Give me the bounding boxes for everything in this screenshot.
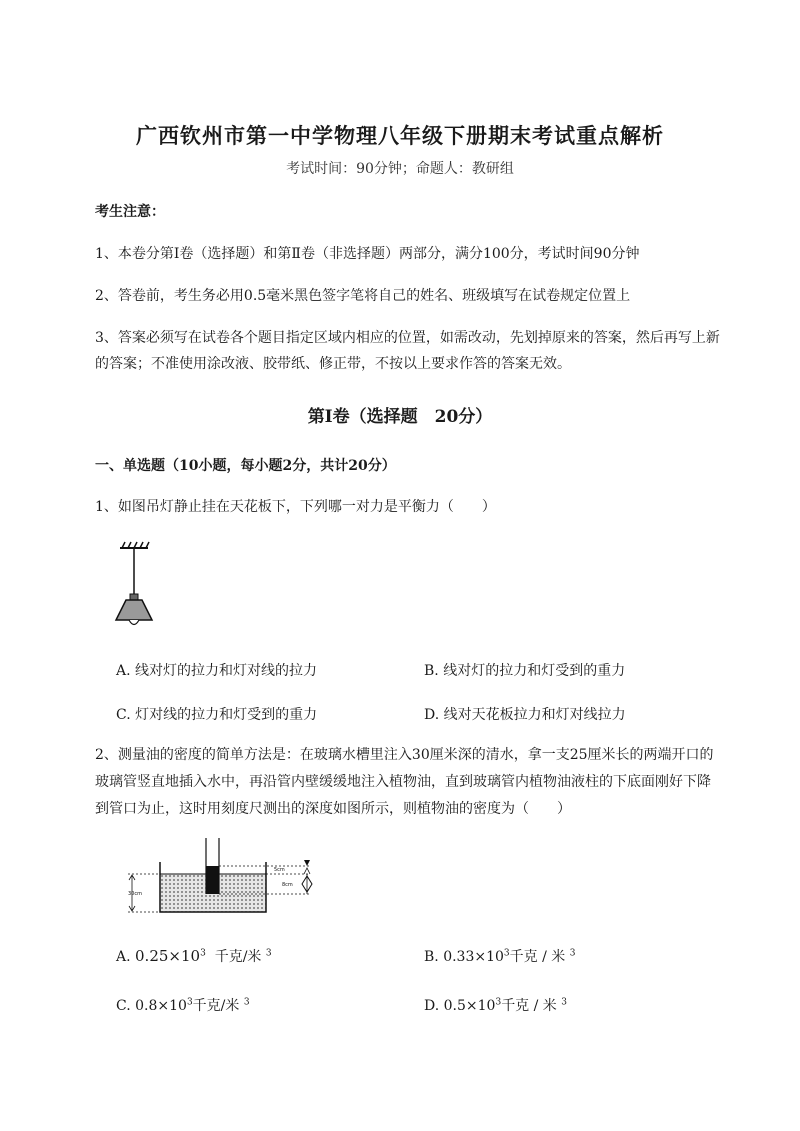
q2-b-exp: 3 (503, 948, 510, 959)
notice-item-3-cont: 的答案；不准使用涂改液、胶带纸、修正带，不按以上要求作答的答案无效。 (95, 356, 571, 372)
lamp-socket (130, 594, 138, 600)
q2-c-exp: 3 (186, 997, 193, 1008)
q1-option-d[interactable]: D. 线对天花板拉力和灯对线拉力 (424, 707, 626, 723)
q1-option-a[interactable]: A. 线对灯的拉力和灯对线的拉力 (116, 663, 318, 679)
notice-item-1: 1、本卷分第I卷（选择题）和第Ⅱ卷（非选择题）两部分，满分100分，考试时间90分钟 (95, 246, 640, 262)
notice-item-3: 3、答案必须写在试卷各个题目指定区域内相应的位置，如需改动，先划掉原来的答案，然后再写上新 (95, 330, 720, 346)
lamp-bulb (129, 620, 139, 625)
oil-column (206, 866, 219, 894)
q2-a-value: 0.25×10 (135, 947, 201, 965)
q2-d-unit: 千克 / 米 (501, 998, 557, 1014)
q1-stem: 1、如图吊灯静止挂在天花板下，下列哪一对力是平衡力（ ） (95, 499, 496, 515)
q2-a-unit-exp: 3 (265, 948, 272, 959)
notice-heading: 考生注意： (95, 204, 165, 220)
oil-density-figure (124, 838, 330, 918)
q2-c-unit-exp: 3 (243, 997, 250, 1008)
q2-option-c[interactable] (116, 995, 250, 1015)
label-left: 30cm (128, 891, 142, 897)
section-title: 第I卷（选择题 20分） (307, 407, 493, 427)
notice-item-2: 2、答卷前，考生务必用0.5毫米黑色签字笔将自己的姓名、班级填写在试卷规定位置上 (95, 288, 631, 304)
q2-c-unit: 千克/米 (192, 998, 240, 1014)
pendant-lamp-figure (112, 540, 162, 632)
q2-d-exp: 3 (495, 997, 502, 1008)
q2-c-letter: C. (116, 998, 136, 1014)
ceiling-mount (120, 542, 149, 548)
q2-stem-line-3: 到管口为止，这时用刻度尺测出的深度如图所示，则植物油的密度为（ ） (95, 801, 571, 817)
q2-d-letter: D. (424, 998, 444, 1014)
q2-c-value: 0.8×10 (135, 998, 187, 1014)
q2-a-letter: A. (116, 949, 136, 965)
q2-option-d[interactable] (424, 995, 567, 1015)
part-title: 一、单选题（10小题，每小题2分，共计20分） (95, 458, 396, 474)
q2-a-unit: 千克/米 (214, 949, 262, 965)
page-title: 广西钦州市第一中学物理八年级下册期末考试重点解析 (136, 123, 664, 148)
q2-option-a[interactable] (116, 946, 272, 966)
page-subtitle: 考试时间：90分钟；命题人：教研组 (286, 161, 514, 177)
q2-b-letter: B. (424, 949, 444, 965)
q2-d-value: 0.5×10 (443, 998, 496, 1014)
label-right-top: 5cm (274, 867, 285, 873)
q1-option-c[interactable]: C. 灯对线的拉力和灯受到的重力 (116, 707, 318, 723)
q2-stem-line-1: 2、测量油的密度的简单方法是：在玻璃水槽里注入30厘米深的清水，拿一支25厘米长的两端开口的 (95, 747, 714, 763)
label-right-mid: 8cm (282, 882, 293, 888)
q1-option-b[interactable]: B. 线对灯的拉力和灯受到的重力 (424, 663, 626, 679)
q2-b-value: 0.33×10 (443, 949, 504, 965)
q2-a-exp: 3 (200, 948, 206, 959)
q2-stem-line-2: 玻璃管竖直地插入水中，再沿管内壁缓缓地注入植物油，直到玻璃管内植物油液柱的下底面刚好下降 (95, 774, 711, 790)
q2-option-b[interactable] (424, 946, 575, 966)
q2-b-unit-exp: 3 (569, 948, 576, 959)
q2-d-unit-exp: 3 (561, 997, 567, 1008)
lamp-shade (116, 600, 152, 620)
q2-b-unit: 千克 / 米 (509, 949, 566, 965)
